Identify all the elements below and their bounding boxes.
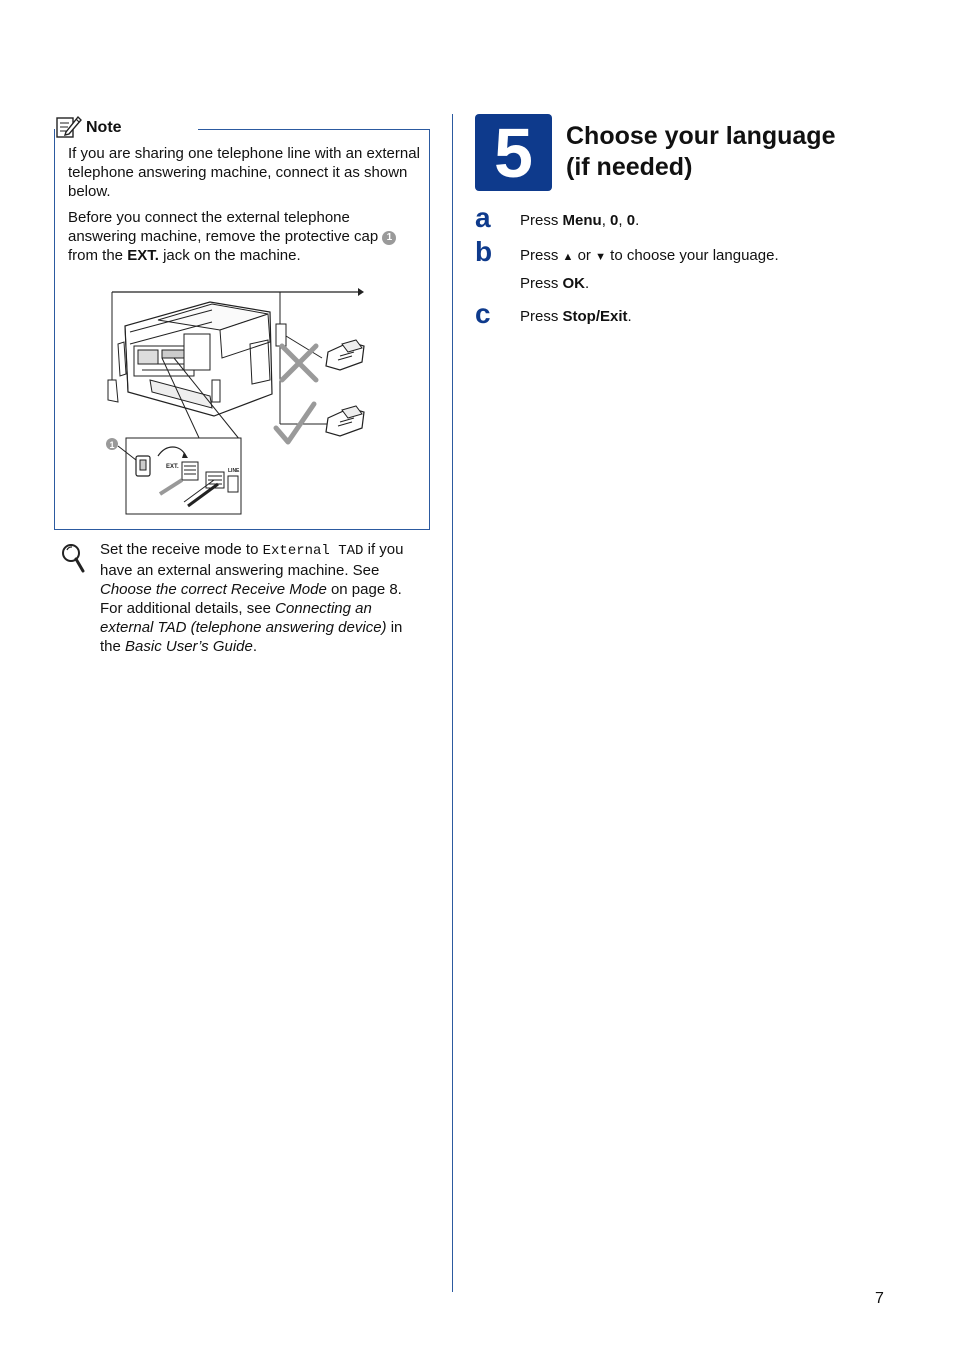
link-choose-receive-mode[interactable]: Choose the correct Receive Mode <box>100 581 327 598</box>
menu-key-label: Menu <box>562 212 602 229</box>
note-paragraph-1: If you are sharing one telephone line with an external telephone answering machine, connect it as shown below. <box>68 145 420 200</box>
column-divider <box>452 114 453 1292</box>
printer-illustration <box>118 302 272 416</box>
substep-c-letter: c <box>475 298 491 329</box>
substep-b-letter: b <box>475 236 493 267</box>
up-arrow-icon: ▲ <box>562 251 574 263</box>
line-label: LINE <box>228 468 240 474</box>
callout-1-badge: 1 <box>382 231 396 245</box>
answering-machine-bottom <box>326 406 364 436</box>
note-title: Note <box>86 119 122 136</box>
step-number-badge: 5 <box>475 114 552 191</box>
ext-label: EXT. <box>166 464 179 470</box>
answering-machine-top <box>326 340 364 370</box>
substep-b-text: Press ▲ or ▼ to choose your language. Press OK. <box>520 247 779 292</box>
diagram-callout-1: 1 <box>109 440 115 450</box>
wrong-x-icon <box>282 346 316 380</box>
note-pencil-icon <box>56 114 82 143</box>
stop-exit-key-label: Stop/Exit <box>562 308 628 325</box>
down-arrow-icon: ▼ <box>595 251 606 263</box>
ok-key-label: OK <box>562 275 586 292</box>
page-number: 7 <box>875 1290 884 1307</box>
substep-c-text: Press Stop/Exit. <box>520 308 632 325</box>
substep-a-text: Press Menu, 0, 0. <box>520 212 640 229</box>
tad-connection-diagram <box>100 284 370 520</box>
step-title: Choose your language (if needed) <box>566 122 836 181</box>
magnifier-icon <box>60 542 86 579</box>
note-header <box>56 114 128 142</box>
link-connecting-external-tad[interactable]: Connecting an external TAD (telephone answering device) <box>100 600 387 636</box>
substep-a-letter: a <box>475 202 491 233</box>
correct-check-icon <box>276 404 314 442</box>
note-paragraph-2: Before you connect the external telephone answering machine, remove the protective cap 1 from the EXT. jack on the machine. <box>68 208 420 265</box>
tip-paragraph: Set the receive mode to External TAD if you have an external answering machine. See Choose the correct Receive Mode on page 8. For additional details, see Connecting an external TAD (telephone answering device) in the Basic User’s Guide. <box>100 541 404 655</box>
note-box-top-border <box>198 129 429 130</box>
